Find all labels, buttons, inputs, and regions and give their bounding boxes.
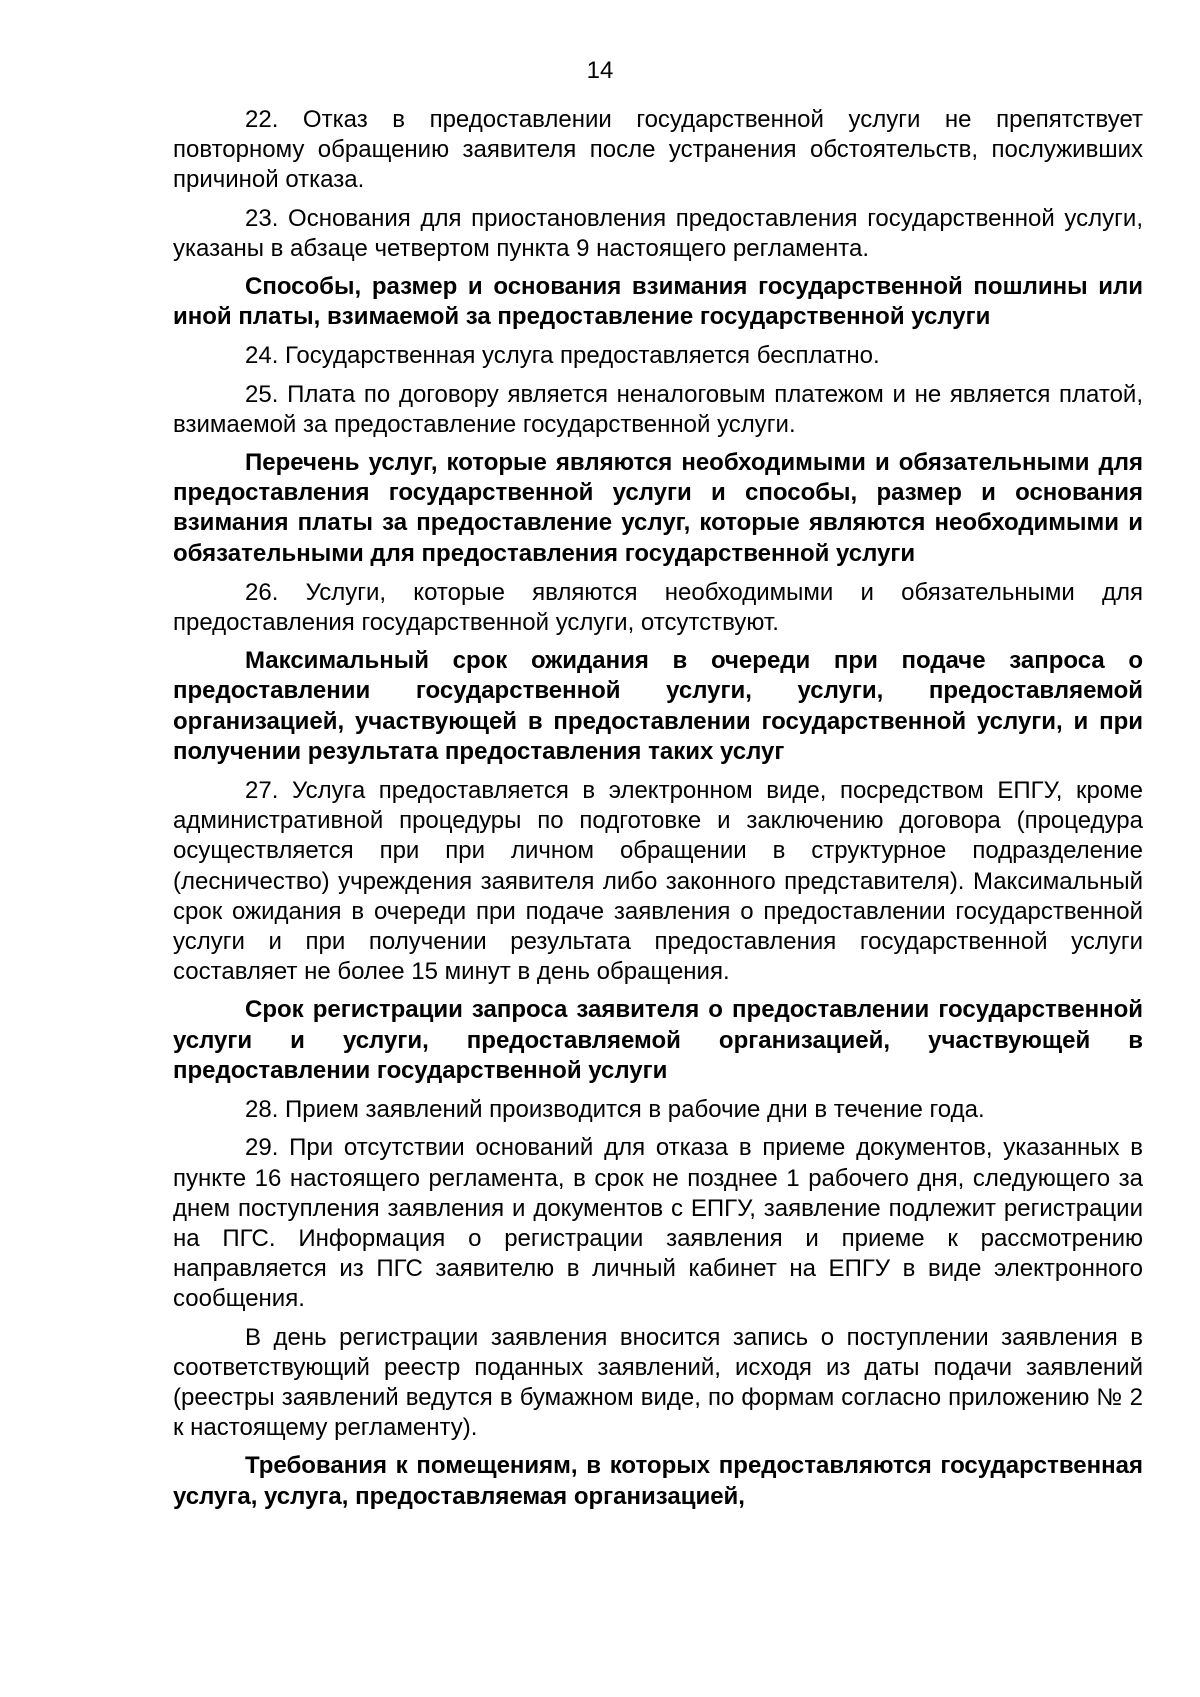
section-heading-fees: Способы, размер и основания взимания государственной пошлины или иной платы, взимаемой за предоставление государственной услуги [173, 273, 1143, 331]
paragraph-25: 25. Плата по договору является неналоговым платежом и не является платой, взимаемой за предоставление государственной услуги. [173, 380, 1143, 438]
section-heading-required-services: Перечень услуг, которые являются необходимыми и обязательными для предоставления государственной услуги и способы, размер и основания взимания платы за предоставление услуг, которые являются необходимыми и обязательными для предоставления государственной услуги [173, 449, 1143, 567]
paragraph-27: 27. Услуга предоставляется в электронном виде, посредством ЕПГУ, кроме административной процедуры по подготовке и заключению договора (процедура осуществляется при при личном обращении в структурное подразделение (лесничество) учреждения заявителя либо законного представителя). Максимальный срок ожидания в очереди при подаче заявления о предоставлении государственной услуги и при получении результата предоставления государственной услуги составляет не более 15 минут в день обращения. [173, 777, 1143, 986]
paragraph-29: 29. При отсутствии оснований для отказа в приеме документов, указанных в пункте 16 настоящего регламента, в срок не позднее 1 рабочего дня, следующего за днем поступления заявления и документов с ЕПГУ, заявление подлежит регистрации на ПГС. Информация о регистрации заявления и приеме к рассмотрению направляется из ПГС заявителю в личный кабинет на ЕПГУ в виде электронного сообщения. [173, 1134, 1143, 1313]
paragraph-24: 24. Государственная услуга предоставляется бесплатно. [245, 342, 880, 370]
page-number: 14 [586, 57, 614, 84]
paragraph-26: 26. Услуги, которые являются необходимыми и обязательными для предоставления государственной услуги, отсутствуют. [173, 578, 1143, 637]
document-body [173, 105, 1143, 1521]
paragraph-22: 22. Отказ в предоставлении государственной услуги не препятствует повторному обращению заявителя после устранения обстоятельств, послуживших причиной отказа. [173, 106, 1143, 194]
section-heading-premises: Требования к помещениям, в которых предоставляются государственная услуга, услуга, предоставляемая организацией, [173, 1452, 1143, 1510]
paragraph-29-continued: В день регистрации заявления вносится запись о поступлении заявления в соответствующий реестр поданных заявлений, исходя из даты подачи заявлений (реестры заявлений ведутся в бумажном виде, по формам согласно приложению № 2 к настоящему регламенту). [173, 1323, 1143, 1442]
paragraph-28: 28. Прием заявлений производится в рабочие дни в течение года. [245, 1096, 985, 1124]
section-heading-registration-term: Срок регистрации запроса заявителя о предоставлении государственной услуги и услуги, предоставляемой организацией, участвующей в предоставлении государственной услуги [173, 996, 1143, 1084]
paragraph-23: 23. Основания для приостановления предоставления государственной услуги, указаны в абзаце четвертом пункта 9 настоящего регламента. [173, 204, 1143, 262]
section-heading-max-wait: Максимальный срок ожидания в очереди при подаче запроса о предоставлении государственной услуги, услуги, предоставляемой организацией, участвующей в предоставлении государственной услуги, и при получении результата предоставления таких услуг [173, 647, 1143, 765]
